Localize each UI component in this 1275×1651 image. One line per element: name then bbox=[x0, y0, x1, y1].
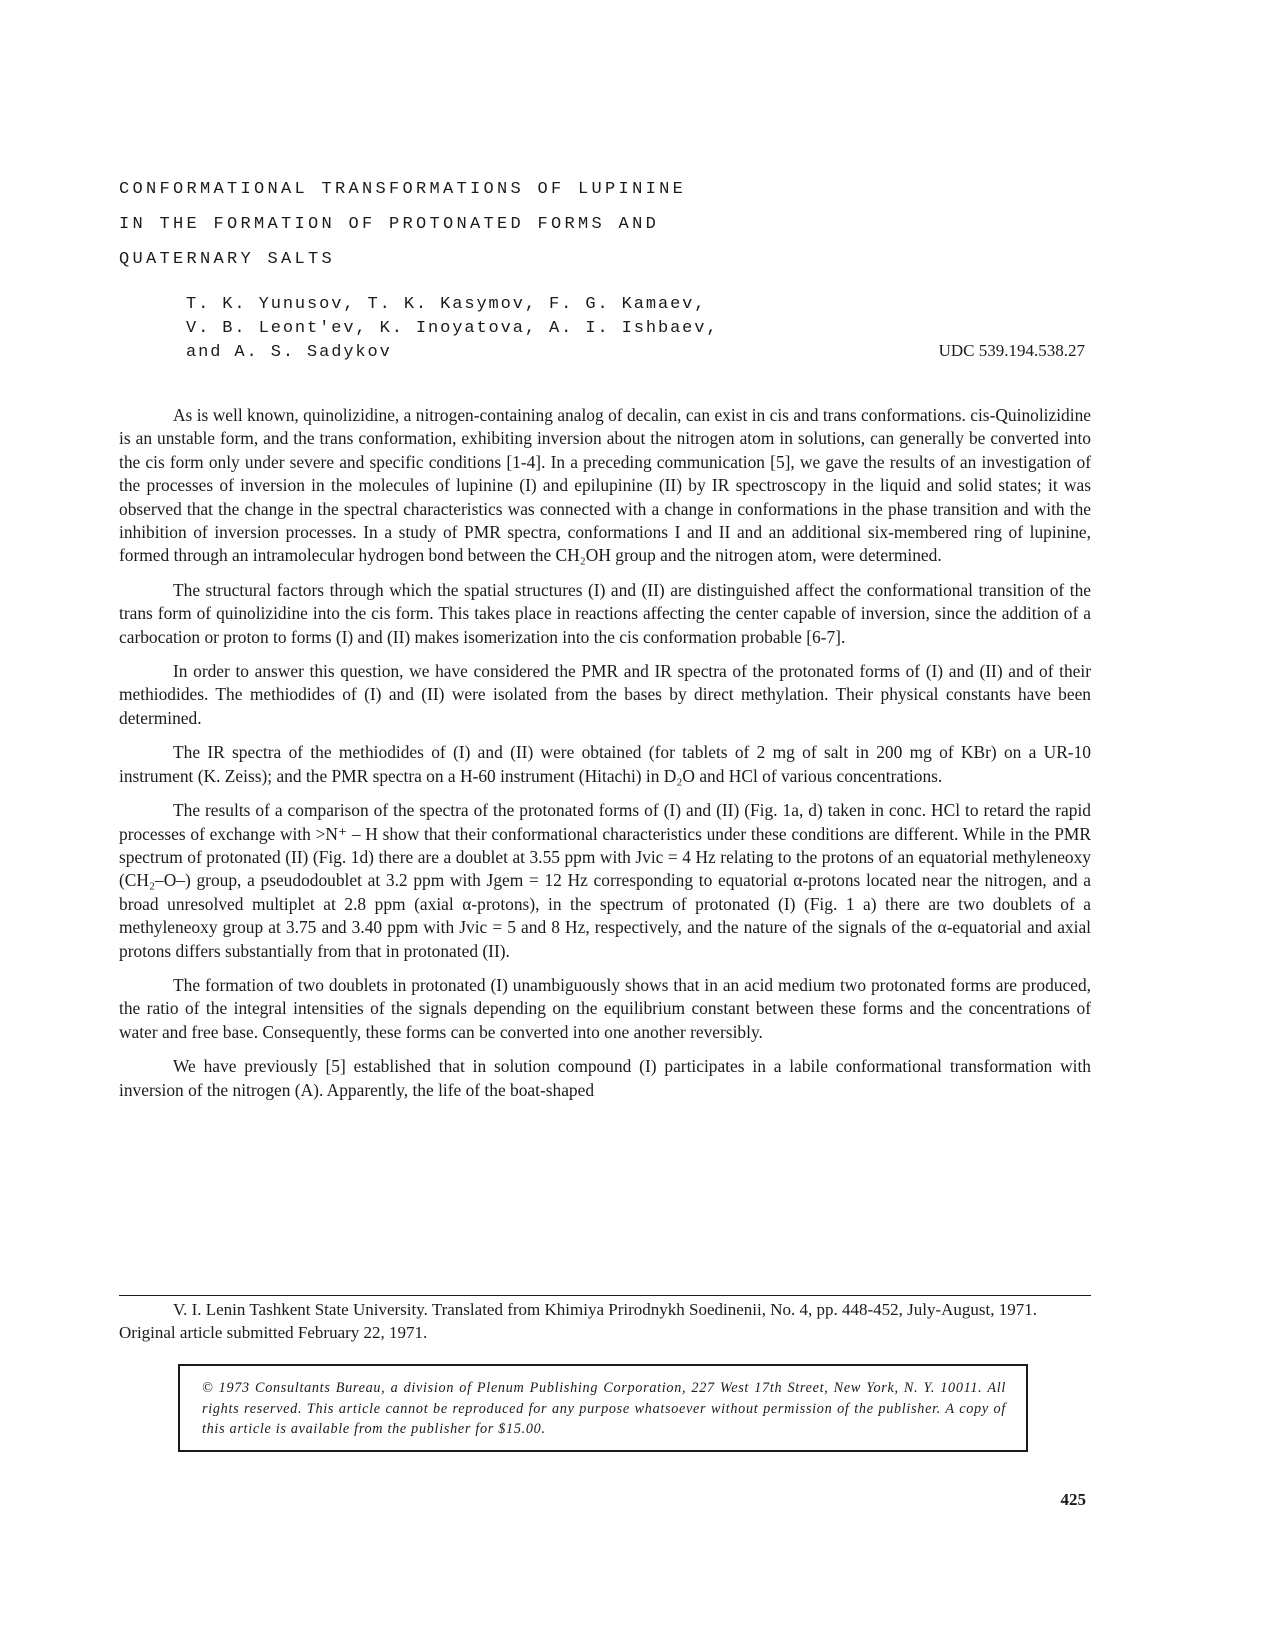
paragraph-4: The IR spectra of the methiodides of (I) and (II) were obtained (for tablets of 2 mg of salt in 200 mg of KBr) on a UR-10 instrument (K. Zeiss); and the PMR spectra on a H-60 instrument (Hitachi) in D₂O and HCl of various concentrations. bbox=[119, 742, 1091, 786]
paragraph-3: In order to answer this question, we have considered the PMR and IR spectra of the protonated forms of (I) and (II) and of their methiodides. The methiodides of (I) and (II) were isolated from the bases by direct methylation. Their physical constants have been determined. bbox=[119, 661, 1091, 728]
title-line-3: QUATERNARY SALTS bbox=[119, 250, 336, 269]
author-line-1: T. K. Yunusov, T. K. Kasymov, F. G. Kamaev, bbox=[186, 295, 707, 314]
affiliation-footnote: V. I. Lenin Tashkent State University. Translated from Khimiya Prirodnykh Soedinenii, No. 4, pp. 448-452, July-August, 1971. Original article submitted February 22, 1971. bbox=[119, 1300, 1038, 1342]
copyright-notice: © 1973 Consultants Bureau, a division of Plenum Publishing Corporation, 227 West 17th Street, New York, N. Y. 10011. All rights reserved. This article cannot be reproduced for any purpose whatsoever without permission of the publisher. A copy of this article is available from the publisher for $15.00. bbox=[178, 1364, 1028, 1452]
paragraph-2: The structural factors through which the spatial structures (I) and (II) are distinguished affect the conformational transition of the trans form of quinolizidine into the cis form. This takes place in reactions affecting the center capable of inversion, since the addition of a carbocation or proton to forms (I) and (II) makes isomerization into the cis conformation probable [6-7]. bbox=[119, 579, 1091, 647]
page-number: 425 bbox=[1060, 1490, 1086, 1509]
paragraph-6: The formation of two doublets in protonated (I) unambiguously shows that in an acid medium two protonated forms are produced, the ratio of the integral intensities of the signals depending on the equilibrium constant between these forms and the concentrations of water and free base. Consequently, these forms can be converted into one another reversibly. bbox=[119, 974, 1091, 1042]
paragraph-1: As is well known, quinolizidine, a nitrogen-containing analog of decalin, can exist in cis and trans conformations. cis-Quinolizidine is an unstable form, and the trans conformation, exhibiting inversion about the nitrogen atom in solutions, can generally be converted into the cis form only under severe and specific conditions [1-4]. In a preceding communication [5], we gave the results of an investigation of the processes of inversion in the molecules of lupinine (I) and epilupinine (II) by IR spectroscopy in the liquid and solid states; it was observed that the change in the spectral characteristics was connected with a change in conformations in the phase transition and with the inhibition of inversion processes. In a study of PMR spectra, conformations I and II and an additional six-membered ring of lupinine, formed through an intramolecular hydrogen bond between the CH₂OH group and the nitrogen atom, were determined. bbox=[119, 405, 1091, 566]
title-line-2: IN THE FORMATION OF PROTONATED FORMS AND bbox=[119, 215, 660, 234]
udc-code: UDC 539.194.538.27 bbox=[938, 341, 1085, 360]
author-line-2: V. B. Leont'ev, K. Inoyatova, A. I. Ishbaev, bbox=[186, 319, 719, 338]
author-line-3: and A. S. Sadykov bbox=[186, 343, 392, 362]
paragraph-7: We have previously [5] established that in solution compound (I) participates in a labile conformational transformation with inversion of the nitrogen (A). Apparently, the life of the boat-shaped bbox=[119, 1056, 1091, 1100]
article-title bbox=[119, 172, 879, 277]
paragraph-5: The results of a comparison of the spectra of the protonated forms of (I) and (II) (Fig. 1a, d) taken in conc. HCl to retard the rapid processes of exchange with >N⁺ – H show that their conformational characteristics under these conditions are different. While in the PMR spectrum of protonated (II) (Fig. 1d) there are a doublet at 3.55 ppm with Jvic = 4 Hz relating to the protons of an equatorial methyleneoxy (CH₂–O–) group, a pseudodoublet at 3.2 ppm with Jgem = 12 Hz corresponding to equatorial α-protons located near the nitrogen, and a broad unresolved multiplet at 2.8 ppm (axial α-protons), in the spectrum of protonated (I) (Fig. 1 a) there are two doublets of a methyleneoxy group at 3.75 and 3.40 ppm with Jvic = 5 and 8 Hz, respectively, and the nature of the signals of the α-equatorial and axial protons differs substantially from that in protonated (II). bbox=[119, 800, 1091, 961]
footnote-divider bbox=[119, 1295, 1091, 1296]
author-list bbox=[186, 293, 826, 365]
article-body bbox=[119, 404, 1091, 1113]
title-line-1: CONFORMATIONAL TRANSFORMATIONS OF LUPININE bbox=[119, 180, 687, 199]
